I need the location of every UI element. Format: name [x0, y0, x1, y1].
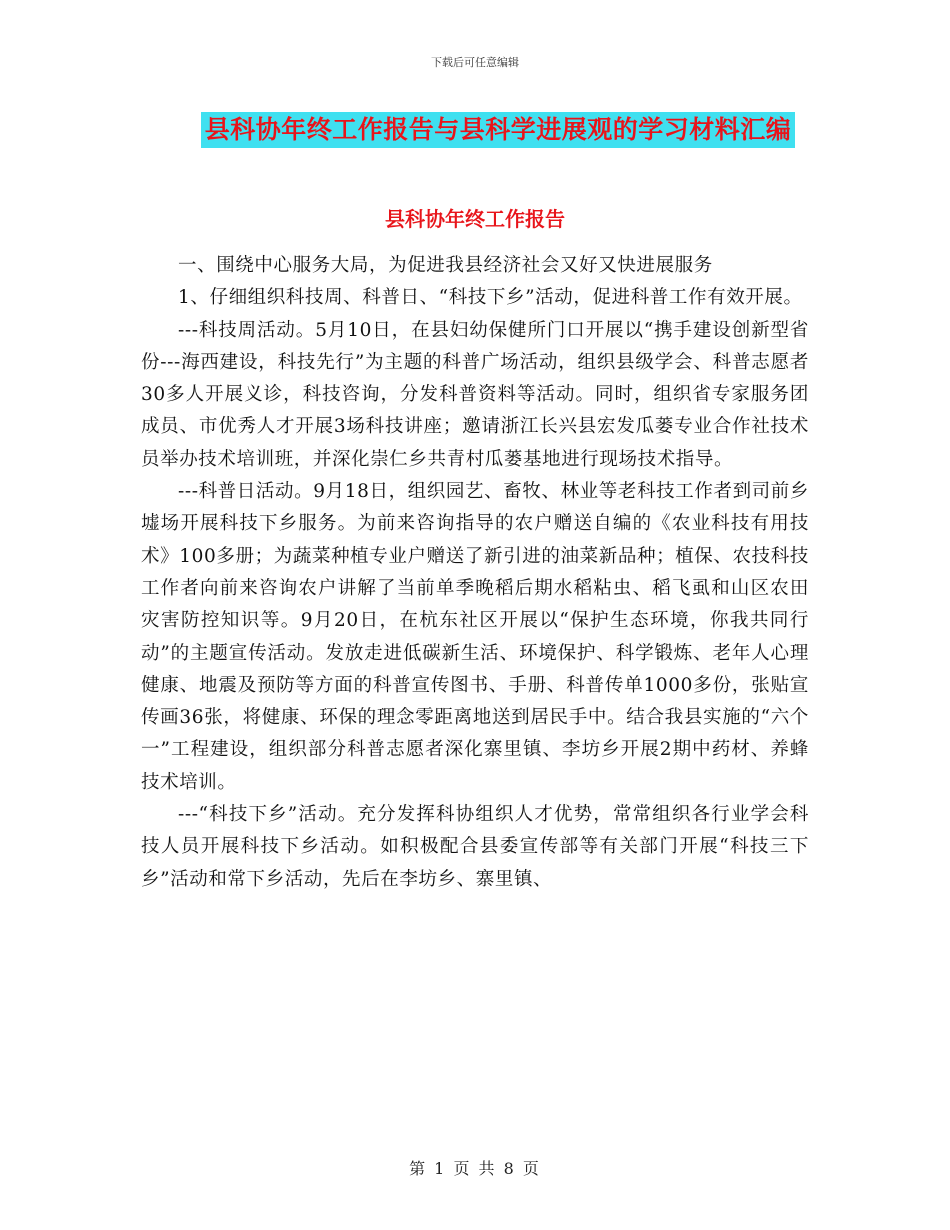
paragraph: 1、仔细组织科技周、科普日、“科技下乡”活动，促进科普工作有效开展。: [178, 287, 803, 309]
paragraph: ---科技周活动。5月10日，在县妇幼保健所门口开展以“携手建设创新型省份---海西建设，科技先行”为主题的科普广场活动，组织县级学会、科普志愿者30多人开展义诊，科技咨询，分发科普资料等活动。同时，组织省专家服务团成员、市优秀人才开展3场科技讲座；邀请浙江长兴县宏发瓜蒌专业合作社技术员举办技术培训班，并深化崇仁乡共青村瓜蒌基地进行现场技术指导。: [141, 319, 809, 470]
page-number-footer: 第 1 页 共 8 页: [409, 1159, 541, 1178]
paragraph: ---科普日活动。9月18日，组织园艺、畜牧、林业等老科技工作者到司前乡墟场开展科技下乡服务。为前来咨询指导的农户赠送自编的《农业科技有用技术》100多册；为蔬菜种植专业户赠送了新引进的油菜新品种；植保、农技科技工作者向前来咨询农户讲解了当前单季晚稻后期水稻粘虫、稻飞虱和山区农田灾害防控知识等。9月20日，在杭东社区开展以“保护生态环境，你我共同行动”的主题宣传活动。发放走进低碳新生活、环境保护、科学锻炼、老年人心理健康、地震及预防等方面的科普宣传图书、手册、科普传单1000多份，张贴宣传画36张，将健康、环保的理念零距离地送到居民手中。结合我县实施的“六个一”工程建设，组织部分科普志愿者深化寨里镇、李坊乡开展2期中药材、养蜂技术培训。: [141, 481, 809, 793]
page-header-note: 下载后可任意编辑: [431, 56, 519, 69]
paragraph: 一、围绕中心服务大局，为促进我县经济社会又好又快进展服务: [178, 255, 713, 276]
main-title-container: [0, 112, 950, 148]
document-body: [141, 250, 809, 896]
document-main-title: 县科协年终工作报告与县科学进展观的学习材料汇编: [201, 112, 796, 148]
section-title: 县科协年终工作报告: [385, 207, 565, 231]
paragraph: ---“科技下乡”活动。充分发挥科协组织人才优势，常常组织各行业学会科技人员开展科技下乡活动。如积极配合县委宣传部等有关部门开展“科技三下乡”活动和常下乡活动，先后在李坊乡、寨里镇、: [141, 804, 809, 890]
